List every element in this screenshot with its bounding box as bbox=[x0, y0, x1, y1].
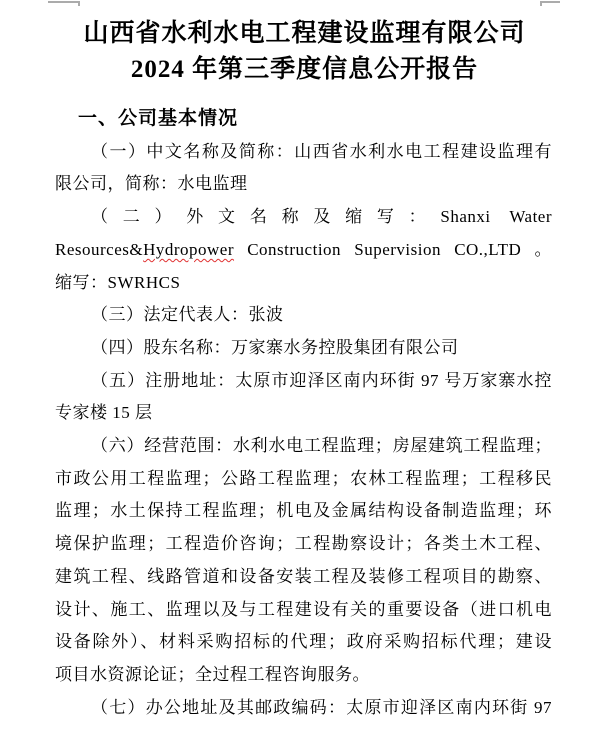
text-line: 限公司，简称：水电监理 bbox=[55, 174, 248, 194]
section-heading: 一、公司基本情况 bbox=[78, 108, 239, 129]
text-segment: Construction Supervision CO.,LTD 。 bbox=[234, 239, 552, 259]
paragraph-shareholder bbox=[55, 332, 552, 365]
text-line: （七）办公地址及其邮政编码：太原市迎泽区南内环街 97 bbox=[91, 697, 552, 717]
text-line: 建筑工程、线路管道和设备安装工程及装修工程项目的勘察、 bbox=[55, 566, 552, 586]
document-body bbox=[55, 103, 552, 724]
text-line: （五）注册地址：太原市迎泽区南内环街 97 号万家寨水控 bbox=[91, 370, 552, 390]
paragraph-registered-address bbox=[55, 365, 552, 430]
text-line: （一）中文名称及简称：山西省水利水电工程建设监理有 bbox=[91, 141, 552, 161]
text-line bbox=[55, 234, 552, 267]
text-line: （四）股东名称：万家寨水务控股集团有限公司 bbox=[91, 337, 459, 357]
text-line: 监理；水土保持工程监理；机电及金属结构设备制造监理；环 bbox=[55, 501, 552, 521]
text-line: （六）经营范围：水利水电工程监理；房屋建筑工程监理； bbox=[91, 436, 552, 456]
paragraph-legal-representative bbox=[55, 299, 552, 332]
text-line: 境保护监理；工程造价咨询；工程勘察设计；各类土木工程、 bbox=[55, 534, 552, 554]
text-line: 缩写：SWRHCS bbox=[55, 272, 181, 292]
text-line: 设备除外）、材料采购招标的代理；政府采购招标代理；建设 bbox=[55, 632, 552, 652]
document-title-line-1: 山西省水利水电工程建设监理有限公司 bbox=[83, 20, 526, 47]
text-boundary-mark-right bbox=[540, 1, 560, 3]
text-line: 项目水资源论证；全过程工程咨询服务。 bbox=[55, 664, 370, 684]
text-line: （二）外文名称及缩写：Shanxi Water bbox=[91, 207, 552, 227]
text-line: 专家楼 15 层 bbox=[55, 403, 153, 423]
text-line: 设计、施工、监理以及与工程建设有关的重要设备（进口机电 bbox=[55, 599, 552, 619]
paragraph-office-address bbox=[55, 692, 552, 725]
text-line: 市政公用工程监理；公路工程监理；农林工程监理；工程移民 bbox=[55, 468, 552, 488]
text-line: （三）法定代表人：张波 bbox=[91, 305, 284, 325]
text-segment: Resources& bbox=[55, 239, 144, 259]
paragraph-chinese-name bbox=[55, 136, 552, 201]
document-title bbox=[0, 16, 609, 88]
paragraph-foreign-name bbox=[55, 201, 552, 299]
misspelled-word: Hydropower bbox=[143, 239, 235, 259]
text-boundary-mark-left bbox=[48, 1, 80, 3]
document-title-line-2: 2024 年第三季度信息公开报告 bbox=[130, 56, 479, 83]
paragraph-business-scope bbox=[55, 430, 552, 692]
